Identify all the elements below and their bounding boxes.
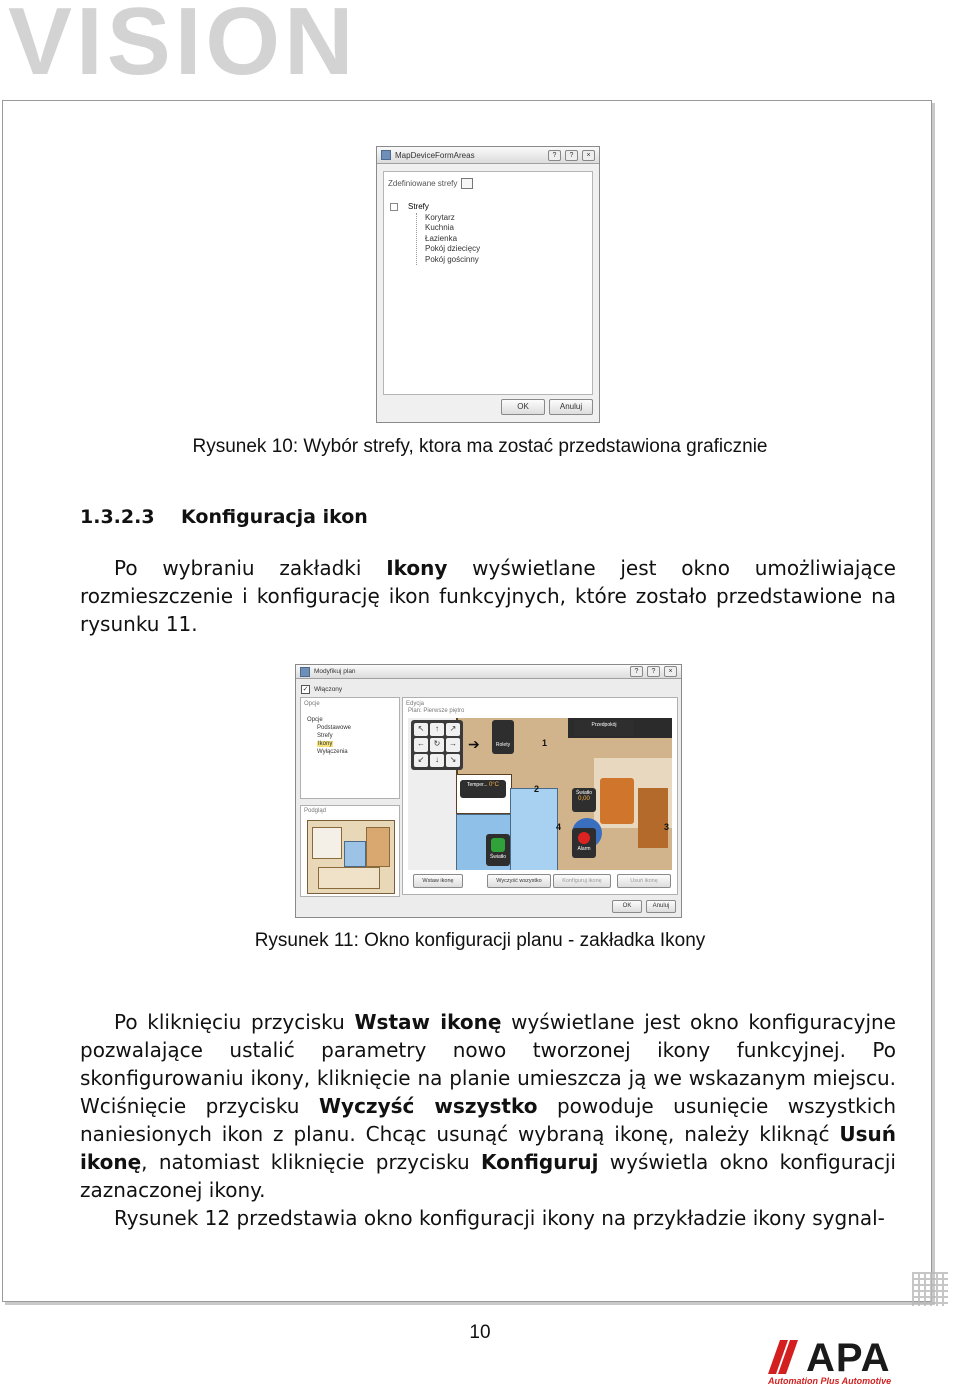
tree-item[interactable]: Podstawowe (317, 725, 352, 731)
question-icon[interactable]: ? (647, 666, 660, 677)
expander-icon[interactable] (390, 203, 398, 211)
room-number: 3 (664, 822, 670, 832)
preview-panel-label: Podgląd (304, 808, 327, 814)
window-icon (300, 667, 310, 677)
enabled-checkbox-label: Włączony (314, 686, 343, 693)
para2-text: wyświetlane jest okno konfiguracyjne pozwalające ustalić parametry nowo tworzonej ikony funkcyjnej. Po skonfigurowaniu ikony, kliknięcie na planie umieszcza ją we wskazanym miejscu. Wciśnięcie przycisku (80, 1010, 896, 1118)
question-icon[interactable]: ? (565, 150, 578, 161)
zones-panel-label: Zdefiniowane strefy (388, 179, 458, 188)
tree-item[interactable]: Łazienka (425, 233, 458, 243)
zones-panel-header (384, 172, 592, 193)
alarm-icon (578, 832, 590, 844)
para3-text: Rysunek 12 przedstawia okno konfiguracji ikony na przykładzie ikony sygnal- (114, 1206, 885, 1230)
temperature-value: 0°C (488, 782, 500, 788)
move-controls[interactable] (411, 720, 463, 770)
alarm-widget[interactable] (572, 828, 596, 858)
move-up-left-icon[interactable]: ↖ (414, 723, 428, 736)
options-panel-label: Opcje (304, 701, 320, 707)
corner-decoration (912, 1272, 948, 1306)
section-title: Konfiguracja ikon (181, 506, 368, 528)
figure-10-caption: Rysunek 10: Wybór strefy, ktora ma zostać przedstawiona graficznie (192, 436, 768, 457)
apa-logo (768, 1336, 918, 1388)
page-number: 10 (469, 1322, 491, 1343)
para2-bold: Konfiguruj (480, 1150, 599, 1174)
clear-all-button[interactable]: Wyczyść wszystko (487, 874, 551, 888)
tree-item[interactable]: Kuchnia (425, 223, 454, 232)
light-sensor-label: Światło (575, 790, 593, 796)
configure-icon-button[interactable]: Konfiguruj ikonę (553, 874, 611, 888)
dialog-title: Modyfikuj plan (314, 668, 356, 675)
cancel-button[interactable]: Anuluj (646, 900, 676, 913)
tree-item-selected[interactable]: Ikony (318, 741, 333, 747)
para2-bold: Wyczyść wszystko (318, 1094, 538, 1118)
move-up-right-icon[interactable]: ↗ (446, 723, 460, 736)
tree-item[interactable]: Strefy (317, 733, 333, 739)
figure-10-dialog (376, 146, 600, 423)
cancel-button[interactable]: Anuluj (549, 399, 593, 415)
plan-label: Plan: Pierwsze piętro (408, 708, 465, 714)
remove-icon-button[interactable]: Usuń ikonę (617, 874, 671, 888)
preview-panel (300, 805, 400, 897)
para1-text-b: wyświetlane jest okno umożliwiające rozmieszczenie i konfigurację ikon funkcyjnych, które zostało przedstawione na rysunku 11. (80, 556, 896, 636)
apa-logo-icon (768, 1340, 802, 1374)
tree-root[interactable]: Opcje (307, 717, 323, 723)
alarm-widget-label: Alarm (577, 846, 591, 852)
copy-icon[interactable] (461, 178, 473, 189)
close-icon[interactable]: × (664, 666, 677, 677)
tree-children (416, 213, 480, 266)
tree-root-label: Strefy (408, 202, 429, 211)
arrow-right-icon: ➔ (468, 736, 480, 752)
checkbox-checked-icon[interactable]: ✓ (302, 686, 309, 693)
room-number: 4 (556, 822, 562, 832)
temperature-widget[interactable] (460, 780, 506, 798)
section-heading (80, 506, 368, 528)
insert-icon-button[interactable]: Wstaw ikonę (413, 874, 463, 888)
move-down-right-icon[interactable]: ↘ (446, 754, 460, 767)
light-sensor-widget[interactable] (572, 788, 596, 812)
para2-text: powoduje usunięcie wszystkich naniesionych ikon z planu. Chcąc usunąć wybraną ikonę, należy kliknąć (80, 1094, 896, 1146)
para2-bold: Usuń ikonę (80, 1122, 896, 1174)
apa-logo-text: APA (806, 1336, 891, 1380)
para2-text: Po kliknięciu przycisku (114, 1010, 355, 1034)
blinds-widget-label: Rolety (495, 742, 511, 748)
move-down-left-icon[interactable]: ↙ (414, 754, 428, 767)
edit-panel (402, 697, 678, 895)
para2-text: wyświetla okno konfiguracji zaznaczonej ikony. (80, 1150, 896, 1202)
dialog-titlebar (377, 147, 599, 164)
zones-tree (390, 202, 480, 265)
vision-watermark: VISION (8, 0, 358, 95)
tree-item[interactable]: Pokój gościnny (425, 254, 479, 264)
move-left-icon[interactable]: ← (414, 738, 428, 751)
rotate-icon[interactable]: ↻ (430, 738, 444, 751)
zones-panel (383, 171, 593, 395)
move-down-icon[interactable]: ↓ (430, 754, 444, 767)
figure-11-caption: Rysunek 11: Okno konfiguracji planu - zakładka Ikony (254, 930, 706, 951)
hallway-widget-label: Przedpokój (591, 722, 617, 728)
tree-item[interactable]: Wyłączenia (317, 749, 348, 755)
enabled-checkbox[interactable] (301, 685, 342, 694)
tree-root[interactable] (390, 202, 480, 213)
room-number: 2 (534, 784, 540, 794)
paragraph-3 (80, 1204, 896, 1232)
green-widget[interactable] (486, 834, 510, 866)
options-tree (307, 716, 351, 756)
dialog-title: MapDeviceFormAreas (395, 150, 475, 160)
help-icon[interactable]: ? (630, 666, 643, 677)
para2-text: , natomiast kliknięcie przycisku (141, 1150, 481, 1174)
green-widget-label: Światło (489, 854, 507, 860)
window-icon (381, 150, 391, 160)
figure-11-dialog (295, 664, 682, 918)
light-sensor-value: 0,00 (578, 796, 590, 802)
hallway-widget[interactable] (574, 720, 634, 736)
paragraph-1 (80, 554, 896, 638)
switch-icon (491, 838, 505, 852)
apa-tagline: Automation Plus Automotive (768, 1376, 892, 1386)
edit-panel-label: Edycja (406, 701, 425, 707)
tree-item[interactable]: Korytarz (425, 212, 455, 222)
ok-button[interactable]: OK (612, 900, 642, 913)
options-panel (300, 697, 400, 799)
section-number: 1.3.2.3 (80, 506, 155, 528)
room-number: 1 (542, 738, 548, 748)
tree-item[interactable]: Pokój dziecięcy (425, 244, 481, 253)
dialog-titlebar (296, 665, 681, 679)
blinds-widget[interactable] (492, 720, 514, 754)
move-up-icon[interactable]: ↑ (430, 723, 444, 736)
close-icon[interactable]: × (582, 150, 595, 161)
move-right-icon[interactable]: → (446, 738, 460, 751)
paragraph-2 (80, 1008, 896, 1204)
para1-text-a: Po wybraniu zakładki (114, 556, 387, 580)
preview-thumbnail (307, 820, 395, 894)
temperature-label: Temper... (466, 782, 488, 788)
para1-bold-ikony: Ikony (386, 556, 448, 580)
para2-bold: Wstaw ikonę (354, 1010, 502, 1034)
ok-button[interactable]: OK (501, 399, 545, 415)
help-icon[interactable]: ? (548, 150, 561, 161)
floor-plan[interactable] (408, 718, 672, 870)
